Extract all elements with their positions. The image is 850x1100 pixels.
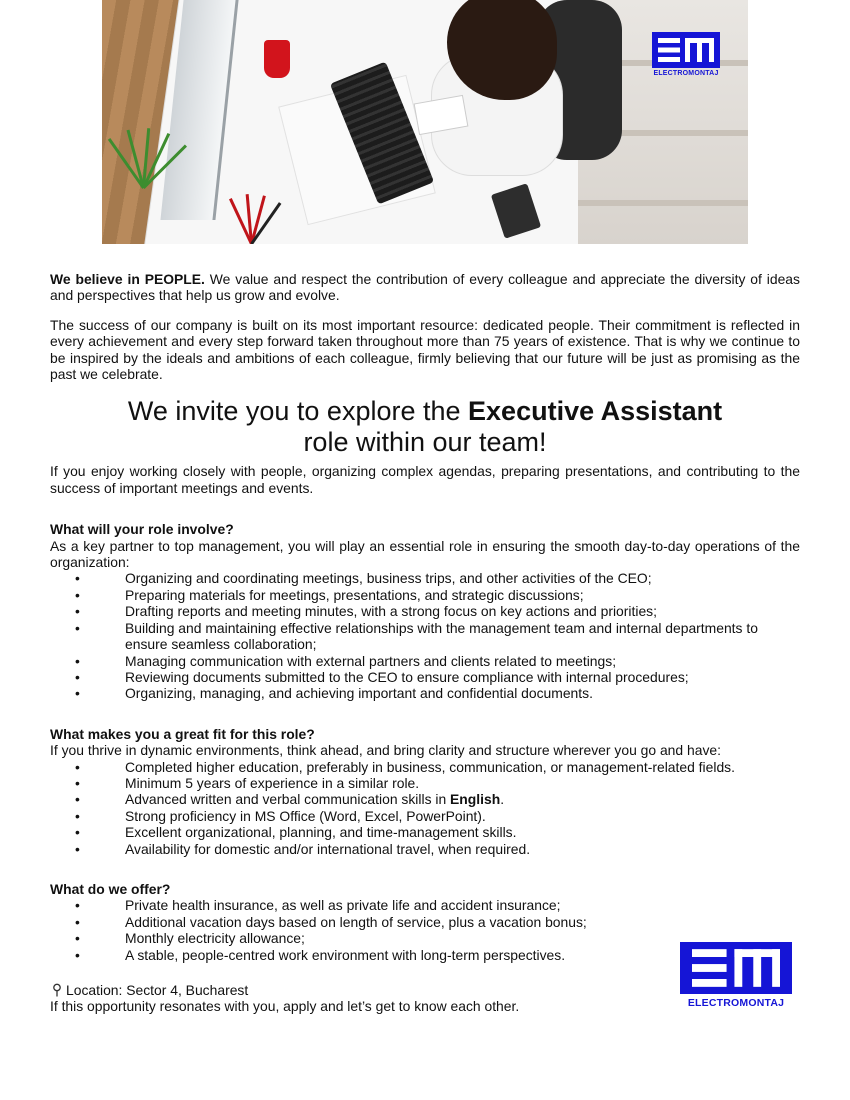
- list-item: • A stable, people-centred work environment with long-term perspectives.: [75, 946, 566, 963]
- company-logo-bottom: [680, 942, 792, 1009]
- em-logo-icon: [680, 942, 792, 994]
- summary-text: If you enjoy working closely with people, organizing complex agendas, preparing presentations, and contributing to the success of important meetings and events.: [50, 463, 800, 496]
- bullet-icon: •: [75, 897, 80, 914]
- location-pin-icon: [50, 983, 64, 997]
- bullet-icon: •: [75, 774, 80, 791]
- bullet-icon: •: [75, 619, 80, 636]
- em-logo-icon: [652, 32, 720, 68]
- offer-section-title: What do we offer?: [50, 880, 171, 897]
- logo-name: ELECTROMONTAJ: [687, 997, 785, 1009]
- list-item: • Organizing, managing, and achieving important and confidential documents.: [75, 685, 593, 702]
- title-role: Executive Assistant: [468, 396, 723, 427]
- role-intro: As a key partner to top management, you will play an essential role in ensuring the smooth day-to-day operations of the organization:: [50, 537, 800, 571]
- role-list: [50, 570, 800, 701]
- bullet-icon: •: [75, 930, 80, 947]
- list-item: • Building and maintaining effective relationships with the management team and internal departments to ensure seamless collaboration;: [75, 619, 758, 653]
- list-item: • Preparing materials for meetings, presentations, and strategic discussions;: [75, 586, 584, 603]
- list-item: • Strong proficiency in MS Office (Word, Excel, PowerPoint).: [75, 807, 486, 824]
- bullet-icon: •: [75, 668, 80, 685]
- intro-lead: We believe in PEOPLE.: [50, 271, 205, 287]
- list-item: • Managing communication with external partners and clients related to meetings;: [75, 652, 617, 669]
- list-item: • Monthly electricity allowance;: [75, 930, 305, 947]
- list-item: • Excellent organizational, planning, and time-management skills.: [75, 824, 517, 841]
- location-text: Location: Sector 4, Bucharest: [66, 982, 249, 998]
- intro-paragraph-2: The success of our company is built on its most important resource: dedicated people. Their commitment is reflected in every achievement and every step forward taken throughout more than 75 years of existence. That is why we continue to be inspired by the ideals and ambitions of each colleague, firmly believing that our future will be just as promising as the past we celebrate.: [50, 316, 800, 383]
- title-line-2: role within our team!: [303, 427, 547, 458]
- intro-paragraph: [50, 271, 800, 304]
- list-item: • Completed higher education, preferably in business, communication, or management-related fields.: [75, 758, 735, 775]
- bullet-icon: •: [75, 685, 80, 702]
- bullet-icon: •: [75, 570, 80, 587]
- role-section-title: What will your role involve?: [50, 521, 234, 538]
- logo-name: ELECTROMONTAJ: [653, 70, 719, 77]
- bullet-icon: •: [75, 807, 80, 824]
- job-description: [50, 271, 800, 1015]
- page-title: [50, 396, 800, 458]
- title-prefix: We invite you to explore the: [127, 396, 469, 427]
- bullet-icon: •: [75, 913, 80, 930]
- fit-list: [50, 759, 800, 857]
- english-emphasis: English: [450, 791, 501, 808]
- bullet-icon: •: [75, 603, 80, 620]
- bullet-icon: •: [75, 840, 80, 857]
- list-item: • Availability for domestic and/or international travel, when required.: [75, 840, 531, 857]
- list-item: • Drafting reports and meeting minutes, with a strong focus on key actions and priorities;: [75, 603, 657, 620]
- list-item: • Reviewing documents submitted to the CEO to ensure compliance with internal procedures;: [75, 668, 689, 685]
- list-item: • Organizing and coordinating meetings, business trips, and other activities of the CEO;: [75, 570, 652, 587]
- bullet-icon: •: [75, 824, 80, 841]
- bullet-icon: •: [75, 946, 80, 963]
- list-item: • Advanced written and verbal communication skills in English.: [75, 791, 505, 808]
- fit-intro: If you thrive in dynamic environments, think ahead, and bring clarity and structure wherever you go and have:: [50, 742, 721, 759]
- list-item: • Additional vacation days based on length of service, plus a vacation bonus;: [75, 913, 587, 930]
- fit-section-title: What makes you a great fit for this role?: [50, 725, 315, 742]
- intro-lead-rest: We value and respect the contribution of every colleague and appreciate the diversity of ideas and perspectives that help us grow and evolve.: [50, 271, 800, 304]
- list-item: • Private health insurance, as well as private life and accident insurance;: [75, 897, 561, 914]
- list-item: • Minimum 5 years of experience in a similar role.: [75, 774, 420, 791]
- bullet-icon: •: [75, 652, 80, 669]
- company-logo-top: [652, 32, 720, 77]
- bullet-icon: •: [75, 791, 80, 808]
- bullet-icon: •: [75, 586, 80, 603]
- closing-text: If this opportunity resonates with you, apply and let’s get to know each other.: [50, 998, 520, 1015]
- bullet-icon: •: [75, 758, 80, 775]
